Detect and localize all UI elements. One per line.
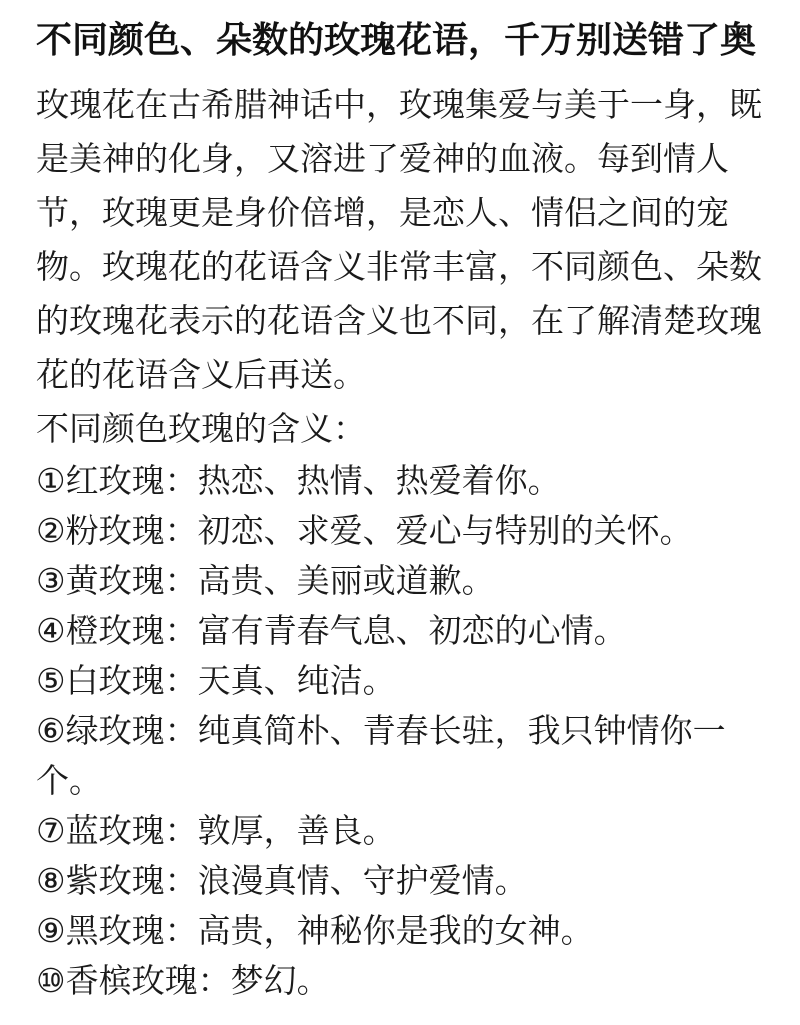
list-item: ③黄玫瑰：高贵、美丽或道歉。 <box>36 561 495 600</box>
list-item: ④橙玫瑰：富有青春气息、初恋的心情。 <box>36 611 627 650</box>
list-item: ⑦蓝玫瑰：敦厚，善良。 <box>36 811 396 850</box>
list-item: ⑥绿玫瑰：纯真简朴、青春长驻，我只钟情你一个。 <box>36 711 726 800</box>
article-intro: 玫瑰花在古希腊神话中，玫瑰集爱与美于一身，既是美神的化身，又溶进了爱神的血液。每到情人节，玫瑰更是身价倍增，是恋人、情侣之间的宠物。玫瑰花的花语含义非常丰富，不同颜色、朵数的玫瑰花表示的花语含义也不同，在了解清楚玫瑰花的花语含义后再送。 <box>36 85 762 394</box>
list-item: ⑨黑玫瑰：高贵，神秘你是我的女神。 <box>36 911 594 950</box>
meanings-heading: 不同颜色玫瑰的含义： <box>36 409 366 448</box>
article-title: 不同颜色、朵数的玫瑰花语，千万别送错了奥 <box>36 20 757 61</box>
list-item: ⑤白玫瑰：天真、纯洁。 <box>36 661 396 700</box>
list-item: ⑧紫玫瑰：浪漫真情、守护爱情。 <box>36 861 528 900</box>
list-item: ⑩香槟玫瑰：梦幻。 <box>36 961 330 1000</box>
list-item: ①红玫瑰：热恋、热情、热爱着你。 <box>36 461 561 500</box>
list-item: ②粉玫瑰：初恋、求爱、爱心与特别的关怀。 <box>36 511 693 550</box>
rose-color-meanings-list <box>36 456 764 1006</box>
